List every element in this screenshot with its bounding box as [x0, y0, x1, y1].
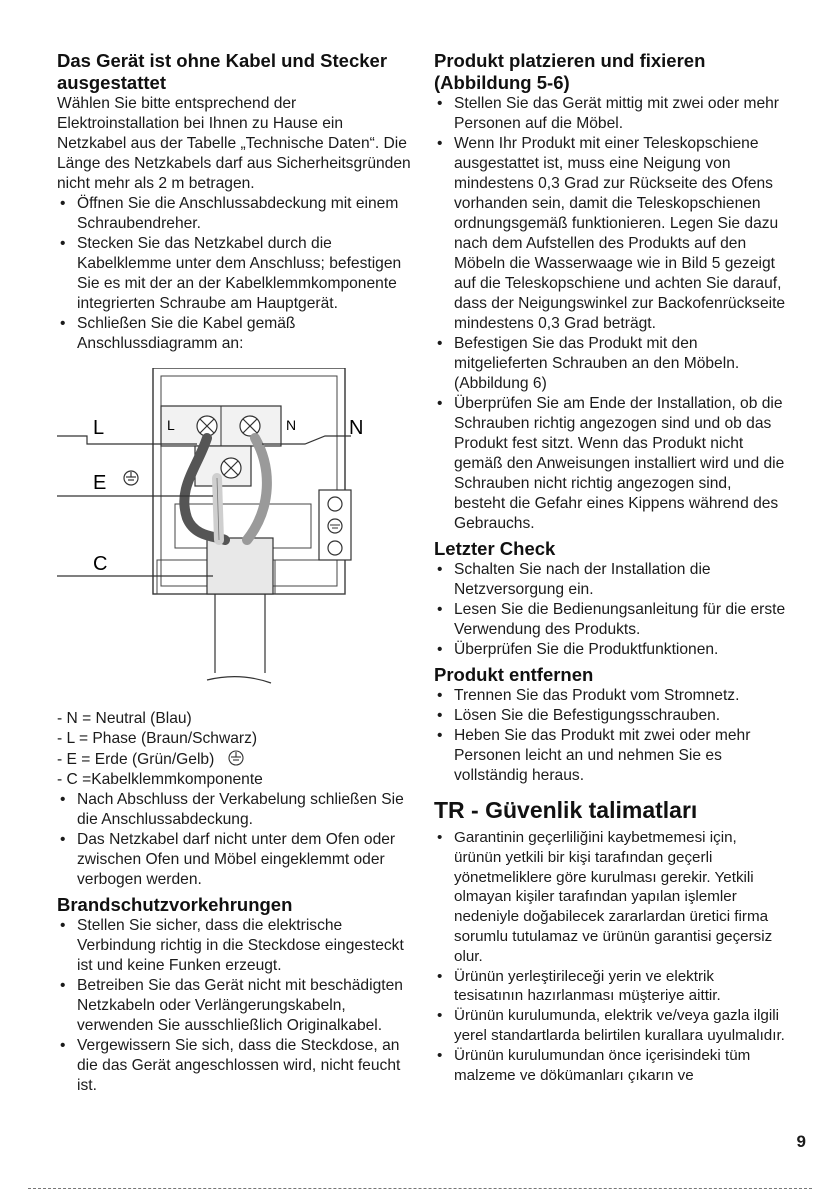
list-item: • Öffnen Sie die Anschlussabdeckung mit einem Schraubendreher.: [57, 194, 412, 234]
list-item: • Ürünün yerleştirileceği yerin ve elektrik tesisatının hazırlanması müşteriye aittir.: [434, 967, 786, 1007]
section-heading: Brandschutzvorkehrungen: [57, 894, 293, 915]
list-item: • Trennen Sie das Produkt vom Stromnetz.: [434, 686, 786, 706]
wiring-diagram: [57, 368, 387, 698]
earth-symbol-icon: [328, 519, 342, 533]
label-l: L: [93, 417, 105, 439]
language-section-heading: TR - Güvenlik talimatları: [434, 797, 698, 823]
list-item: • Schalten Sie nach der Installation die Netzversorgung ein.: [434, 560, 786, 600]
label-n: N: [349, 417, 364, 439]
terminal-label-n: N: [286, 417, 297, 433]
section-heading: Produkt platzieren und fixieren (Abbildung 5-6): [434, 50, 706, 93]
list-item: • Befestigen Sie das Produkt mit den mitgelieferten Schrauben an den Möbeln. (Abbildung 6): [434, 334, 786, 394]
label-c: C: [93, 553, 108, 575]
list-item: • Das Netzkabel darf nicht unter dem Ofen oder zwischen Ofen und Möbel eingeklemmt oder verbogen werden.: [57, 830, 412, 890]
after-wiring-list: [57, 790, 412, 890]
terminal-label-l: L: [167, 417, 175, 433]
wire-legend: [57, 709, 412, 790]
cable-clamp: [207, 538, 273, 594]
list-item: • Betreiben Sie das Gerät nicht mit beschädigten Netzkabeln oder Verlängerungskabeln, verwenden Sie ausschließlich Originalkabel.: [57, 976, 412, 1036]
screw-icon: [240, 416, 260, 436]
page-number: 9: [796, 1132, 806, 1151]
bottom-divider: [28, 1188, 812, 1189]
final-check-list: [434, 560, 786, 660]
list-item: • Stellen Sie das Gerät mittig mit zwei oder mehr Personen auf die Möbel.: [434, 94, 786, 134]
list-item: • Stellen Sie sicher, dass die elektrische Verbindung richtig in die Steckdose eingesteckt ist und keine Funken erzeugt.: [57, 916, 412, 976]
fire-safety-list: [57, 916, 412, 1096]
list-item: • Überprüfen Sie die Produktfunktionen.: [434, 640, 786, 660]
legend-item: [57, 749, 412, 770]
earth-symbol-icon: [225, 749, 247, 767]
connection-steps-list: [57, 194, 412, 354]
list-item: • Ürünün kurulumundan önce içerisindeki tüm malzeme ve dökümanları çıkarın ve: [434, 1046, 786, 1086]
left-column: [57, 50, 412, 1096]
label-e: E: [93, 472, 107, 494]
screw-icon: [221, 458, 241, 478]
list-item: • Ürünün kurulumunda, elektrik ve/veya gazla ilgili yerel standartlarda belirtilen kurallara uyulmalıdır.: [434, 1006, 786, 1046]
right-column: [434, 50, 786, 1085]
list-item: • Heben Sie das Produkt mit zwei oder mehr Personen leicht an und nehmen Sie es vollständig heraus.: [434, 726, 786, 786]
legend-text: - E = Erde (Grün/Gelb): [57, 751, 215, 768]
legend-item: - C =Kabelklemmkomponente: [57, 771, 263, 788]
section-heading: Letzter Check: [434, 538, 556, 559]
legend-item: - L = Phase (Braun/Schwarz): [57, 730, 258, 747]
list-item: • Nach Abschluss der Verkabelung schließen Sie die Anschlussabdeckung.: [57, 790, 412, 830]
list-item: • Wenn Ihr Produkt mit einer Teleskopschiene ausgestattet ist, muss eine Neigung von mindestens 0,3 Grad zur Rückseite des Ofens vorhanden sein, damit die Teleskopschienen ordnungsgemäß funktionieren. Legen Sie dazu nach dem Aufstellen des Produkts auf den Möbeln die Wasserwaage wie in Bild 5 gezeigt auf die Teleskopschiene und achten Sie darauf, dass der Neigungswinkel zur Backofenrückseite mindestens 0,3 Grad beträgt.: [434, 134, 786, 334]
section-heading: Produkt entfernen: [434, 664, 594, 685]
list-item: • Stecken Sie das Netzkabel durch die Kabelklemme unter dem Anschluss; befestigen Sie es mit der an der Kabelklemmkomponente integrierten Schraube am Hauptgerät.: [57, 234, 412, 314]
placement-list: [434, 94, 786, 534]
list-item: • Lösen Sie die Befestigungsschrauben.: [434, 706, 786, 726]
earth-symbol-icon: [124, 471, 138, 485]
list-item: • Schließen Sie die Kabel gemäß Anschlussdiagramm an:: [57, 314, 412, 354]
list-item: • Vergewissern Sie sich, dass die Steckdose, an die das Gerät angeschlossen wird, nicht feucht ist.: [57, 1036, 412, 1096]
list-item: • Garantinin geçerliliğini kaybetmemesi için, ürünün yetkili bir kişi tarafından geçerli yönetmeliklere göre kurulması gerekir. Yetkili olmayan kişiler tarafından yapılan işlemler nedeniyle doğabilecek zararlardan üretici firma sorumlu tutulamaz ve ürünün garantisi geçersiz olur.: [434, 828, 786, 967]
turkish-safety-list: [434, 828, 786, 1085]
cable-break: [207, 677, 271, 683]
legend-item: - N = Neutral (Blau): [57, 710, 192, 727]
intro-paragraph: Wählen Sie bitte entsprechend der Elektroinstallation bei Ihnen zu Hause ein Netzkabel aus der Tabelle „Technische Daten“. Die Länge des Netzkabels darf aus Sicherheitsgründen nicht mehr als 2 m betragen.: [57, 95, 411, 192]
list-item: • Überprüfen Sie am Ende der Installation, ob die Schrauben richtig angezogen sind und ob das Produkt fest sitzt. Wenn das Produkt nicht gemäß den Anweisungen installiert wird und die Schrauben nicht richtig angezogen sind, besteht die Gefahr eines Kippens während des Gebrauchs.: [434, 394, 786, 534]
section-heading: Das Gerät ist ohne Kabel und Stecker ausgestattet: [57, 50, 388, 93]
list-item: • Lesen Sie die Bedienungsanleitung für die erste Verwendung des Produkts.: [434, 600, 786, 640]
removal-list: [434, 686, 786, 786]
